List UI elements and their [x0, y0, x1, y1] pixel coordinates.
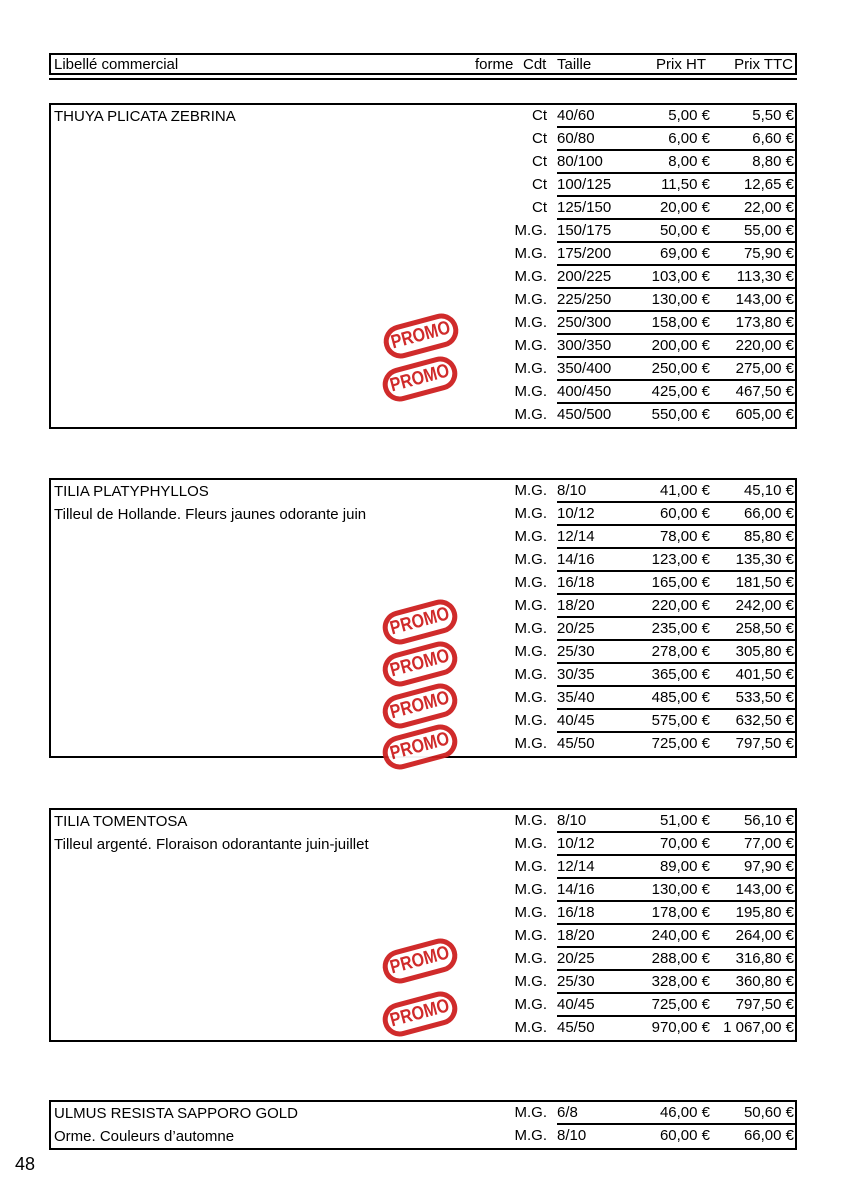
prix-ttc-cell: 75,90 €	[743, 245, 794, 262]
taille-cell: 10/12	[557, 505, 595, 522]
promo-stamp-label: PROMO	[388, 645, 452, 682]
prix-ttc-cell: 66,00 €	[743, 505, 794, 522]
taille-cell: 12/14	[557, 858, 595, 875]
cdt-cell: M.G.	[514, 505, 547, 522]
cdt-cell: M.G.	[514, 620, 547, 637]
taille-cell: 35/40	[557, 689, 595, 706]
prix-ht-cell: 11,50 €	[661, 176, 710, 193]
prix-ht-cell: 165,00 €	[651, 574, 710, 591]
taille-cell: 40/45	[557, 712, 595, 729]
cdt-cell: M.G.	[514, 689, 547, 706]
size-price-group	[557, 971, 795, 994]
prix-ht-cell: 70,00 €	[659, 835, 710, 852]
prix-ht-cell: 328,00 €	[651, 973, 710, 990]
cdt-cell: Ct	[532, 176, 547, 193]
size-price-group	[557, 618, 795, 641]
cdt-cell: M.G.	[514, 1019, 547, 1036]
prix-ttc-cell: 97,90 €	[743, 858, 794, 875]
price-row	[51, 480, 795, 503]
prix-ht-cell: 41,00 €	[659, 482, 710, 499]
size-price-group	[557, 664, 795, 687]
product-block	[49, 1100, 797, 1150]
header-prix-ttc: Prix TTC	[734, 56, 793, 73]
price-row	[51, 810, 795, 833]
prix-ht-cell: 250,00 €	[651, 360, 710, 377]
prix-ht-cell: 550,00 €	[651, 406, 710, 423]
taille-cell: 45/50	[557, 1019, 595, 1036]
taille-cell: 225/250	[557, 291, 612, 308]
cdt-cell: M.G.	[514, 222, 547, 239]
prix-ttc-cell: 56,10 €	[743, 812, 794, 829]
prix-ttc-cell: 66,00 €	[743, 1127, 794, 1144]
cdt-cell: M.G.	[514, 1104, 547, 1121]
prix-ttc-cell: 258,50 €	[735, 620, 794, 637]
prix-ht-cell: 425,00 €	[651, 383, 710, 400]
cdt-cell: Ct	[532, 130, 547, 147]
size-price-group	[557, 572, 795, 595]
prix-ttc-cell: 797,50 €	[735, 735, 794, 752]
prix-ttc-cell: 305,80 €	[735, 643, 794, 660]
prix-ht-cell: 103,00 €	[651, 268, 710, 285]
taille-cell: 16/18	[557, 904, 595, 921]
size-price-group	[557, 948, 795, 971]
taille-cell: 20/25	[557, 950, 595, 967]
promo-stamp-label: PROMO	[388, 728, 452, 765]
price-row	[51, 902, 795, 925]
prix-ht-cell: 89,00 €	[659, 858, 710, 875]
size-price-group	[557, 128, 795, 151]
taille-cell: 40/45	[557, 996, 595, 1013]
prix-ht-cell: 60,00 €	[659, 1127, 710, 1144]
promo-stamp-label: PROMO	[389, 317, 453, 354]
size-price-group	[557, 994, 795, 1017]
prix-ht-cell: 130,00 €	[651, 881, 710, 898]
product-name: TILIA TOMENTOSA	[54, 813, 188, 830]
taille-cell: 450/500	[557, 406, 612, 423]
prix-ttc-cell: 135,30 €	[735, 551, 794, 568]
promo-stamp-label: PROMO	[388, 687, 452, 724]
taille-cell: 10/12	[557, 835, 595, 852]
taille-cell: 25/30	[557, 973, 595, 990]
cdt-cell: Ct	[532, 199, 547, 216]
cdt-cell: M.G.	[514, 406, 547, 423]
prix-ht-cell: 288,00 €	[651, 950, 710, 967]
cdt-cell: M.G.	[514, 881, 547, 898]
taille-cell: 125/150	[557, 199, 612, 216]
prix-ttc-cell: 275,00 €	[735, 360, 794, 377]
size-price-group	[557, 641, 795, 664]
prix-ttc-cell: 12,65 €	[743, 176, 794, 193]
taille-cell: 30/35	[557, 666, 595, 683]
product-name: TILIA PLATYPHYLLOS	[54, 483, 209, 500]
cdt-cell: M.G.	[514, 482, 547, 499]
product-description: Orme. Couleurs d’automne	[54, 1128, 235, 1145]
cdt-cell: M.G.	[514, 245, 547, 262]
prix-ttc-cell: 143,00 €	[735, 881, 794, 898]
size-price-group	[557, 710, 795, 733]
size-price-group	[557, 105, 795, 128]
taille-cell: 40/60	[557, 107, 595, 124]
prix-ttc-cell: 113,30 €	[736, 268, 794, 285]
size-price-group	[557, 358, 795, 381]
cdt-cell: M.G.	[514, 314, 547, 331]
prix-ttc-cell: 8,80 €	[752, 153, 794, 170]
taille-cell: 250/300	[557, 314, 612, 331]
prix-ttc-cell: 45,10 €	[743, 482, 794, 499]
promo-stamp-label: PROMO	[388, 360, 452, 397]
prix-ht-cell: 69,00 €	[659, 245, 710, 262]
size-price-group	[557, 526, 795, 549]
cdt-cell: M.G.	[514, 643, 547, 660]
page-number: 48	[15, 1154, 36, 1174]
cdt-cell: M.G.	[514, 735, 547, 752]
price-row	[51, 503, 795, 526]
prix-ht-cell: 365,00 €	[651, 666, 710, 683]
prix-ttc-cell: 264,00 €	[735, 927, 794, 944]
size-price-group	[557, 312, 795, 335]
cdt-cell: M.G.	[514, 528, 547, 545]
cdt-cell: M.G.	[514, 337, 547, 354]
prix-ht-cell: 5,00 €	[668, 107, 710, 124]
size-price-group	[557, 879, 795, 902]
promo-stamp-label: PROMO	[388, 942, 452, 979]
price-row	[51, 289, 795, 312]
prix-ht-cell: 575,00 €	[651, 712, 710, 729]
table-header	[49, 53, 797, 75]
price-row	[51, 128, 795, 151]
cdt-cell: M.G.	[514, 927, 547, 944]
size-price-group	[557, 480, 795, 503]
size-price-group	[557, 1102, 795, 1125]
cdt-cell: M.G.	[514, 973, 547, 990]
prix-ht-cell: 200,00 €	[651, 337, 710, 354]
size-price-group	[557, 381, 795, 404]
product-name: THUYA PLICATA ZEBRINA	[54, 108, 236, 125]
size-price-group	[557, 595, 795, 618]
size-price-group	[557, 902, 795, 925]
cdt-cell: M.G.	[514, 996, 547, 1013]
price-row	[51, 879, 795, 902]
prix-ht-cell: 78,00 €	[659, 528, 710, 545]
size-price-group	[557, 503, 795, 526]
cdt-cell: M.G.	[514, 904, 547, 921]
cdt-cell: M.G.	[514, 858, 547, 875]
size-price-group	[557, 220, 795, 243]
size-price-group	[557, 810, 795, 833]
prix-ht-cell: 725,00 €	[651, 735, 710, 752]
prix-ttc-cell: 6,60 €	[752, 130, 794, 147]
prix-ttc-cell: 85,80 €	[743, 528, 794, 545]
price-row	[51, 1102, 795, 1125]
prix-ht-cell: 235,00 €	[651, 620, 710, 637]
prix-ht-cell: 278,00 €	[651, 643, 710, 660]
prix-ht-cell: 970,00 €	[651, 1019, 710, 1036]
price-row	[51, 197, 795, 220]
price-row	[51, 151, 795, 174]
prix-ht-cell: 240,00 €	[651, 927, 710, 944]
prix-ttc-cell: 143,00 €	[735, 291, 794, 308]
prix-ttc-cell: 360,80 €	[735, 973, 794, 990]
cdt-cell: M.G.	[514, 712, 547, 729]
size-price-group	[557, 266, 795, 289]
prix-ttc-cell: 797,50 €	[735, 996, 794, 1013]
size-price-group	[557, 243, 795, 266]
cdt-cell: M.G.	[514, 268, 547, 285]
price-row	[51, 833, 795, 856]
price-rows	[51, 1102, 795, 1148]
cdt-cell: M.G.	[514, 551, 547, 568]
price-row	[51, 220, 795, 243]
prix-ht-cell: 130,00 €	[651, 291, 710, 308]
price-row	[51, 266, 795, 289]
taille-cell: 45/50	[557, 735, 595, 752]
size-price-group	[557, 404, 795, 427]
price-row	[51, 105, 795, 128]
taille-cell: 12/14	[557, 528, 595, 545]
promo-stamp-label: PROMO	[388, 603, 452, 640]
taille-cell: 80/100	[557, 153, 603, 170]
cdt-cell: M.G.	[514, 383, 547, 400]
taille-cell: 14/16	[557, 881, 595, 898]
cdt-cell: M.G.	[514, 812, 547, 829]
cdt-cell: M.G.	[514, 835, 547, 852]
size-price-group	[557, 925, 795, 948]
size-price-group	[557, 833, 795, 856]
cdt-cell: Ct	[532, 107, 547, 124]
prix-ht-cell: 220,00 €	[651, 597, 710, 614]
cdt-cell: M.G.	[514, 291, 547, 308]
price-row	[51, 404, 795, 427]
taille-cell: 18/20	[557, 597, 595, 614]
prix-ttc-cell: 50,60 €	[743, 1104, 794, 1121]
prix-ttc-cell: 5,50 €	[752, 107, 794, 124]
size-price-group	[557, 289, 795, 312]
cdt-cell: M.G.	[514, 1127, 547, 1144]
promo-stamp-label: PROMO	[388, 995, 452, 1032]
product-name: ULMUS RESISTA SAPPORO GOLD	[54, 1105, 298, 1122]
price-row	[51, 856, 795, 879]
cdt-cell: M.G.	[514, 360, 547, 377]
prix-ttc-cell: 401,50 €	[735, 666, 794, 683]
taille-cell: 175/200	[557, 245, 612, 262]
taille-cell: 200/225	[557, 268, 612, 285]
taille-cell: 150/175	[557, 222, 612, 239]
price-row	[51, 174, 795, 197]
prix-ttc-cell: 195,80 €	[735, 904, 794, 921]
taille-cell: 350/400	[557, 360, 612, 377]
prix-ht-cell: 725,00 €	[651, 996, 710, 1013]
taille-cell: 8/10	[557, 482, 587, 499]
taille-cell: 60/80	[557, 130, 595, 147]
taille-cell: 100/125	[557, 176, 612, 193]
prix-ttc-cell: 77,00 €	[743, 835, 794, 852]
size-price-group	[557, 335, 795, 358]
taille-cell: 8/10	[557, 1127, 587, 1144]
size-price-group	[557, 174, 795, 197]
price-row	[51, 526, 795, 549]
prix-ht-cell: 20,00 €	[659, 199, 710, 216]
taille-cell: 25/30	[557, 643, 595, 660]
size-price-group	[557, 1017, 795, 1040]
cdt-cell: M.G.	[514, 574, 547, 591]
cdt-cell: M.G.	[514, 597, 547, 614]
header-libelle-commercial: Libellé commercial	[54, 56, 179, 73]
size-price-group	[557, 151, 795, 174]
prix-ttc-cell: 55,00 €	[743, 222, 794, 239]
prix-ht-cell: 178,00 €	[651, 904, 710, 921]
header-taille: Taille	[557, 56, 592, 73]
prix-ttc-cell: 173,80 €	[735, 314, 794, 331]
size-price-group	[557, 1125, 795, 1148]
price-row	[51, 549, 795, 572]
taille-cell: 300/350	[557, 337, 612, 354]
prix-ttc-cell: 533,50 €	[735, 689, 794, 706]
taille-cell: 18/20	[557, 927, 595, 944]
taille-cell: 8/10	[557, 812, 587, 829]
prix-ttc-cell: 242,00 €	[735, 597, 794, 614]
prix-ttc-cell: 220,00 €	[735, 337, 794, 354]
taille-cell: 400/450	[557, 383, 612, 400]
product-description: Tilleul argenté. Floraison odorantante juin-juillet	[54, 836, 369, 853]
header-forme: forme	[475, 56, 514, 73]
cdt-cell: Ct	[532, 153, 547, 170]
prix-ht-cell: 50,00 €	[659, 222, 710, 239]
price-row	[51, 572, 795, 595]
prix-ttc-cell: 605,00 €	[735, 406, 794, 423]
prix-ht-cell: 51,00 €	[659, 812, 710, 829]
cdt-cell: M.G.	[514, 666, 547, 683]
price-row	[51, 243, 795, 266]
prix-ht-cell: 6,00 €	[668, 130, 710, 147]
size-price-group	[557, 733, 795, 756]
header-prix-ht: Prix HT	[656, 56, 706, 73]
prix-ttc-cell: 181,50 €	[735, 574, 794, 591]
size-price-group	[557, 856, 795, 879]
taille-cell: 6/8	[557, 1104, 578, 1121]
taille-cell: 14/16	[557, 551, 595, 568]
prix-ttc-cell: 467,50 €	[735, 383, 794, 400]
product-description: Tilleul de Hollande. Fleurs jaunes odorante juin	[54, 506, 367, 523]
prix-ht-cell: 8,00 €	[668, 153, 710, 170]
size-price-group	[557, 687, 795, 710]
prix-ttc-cell: 22,00 €	[743, 199, 794, 216]
cdt-cell: M.G.	[514, 950, 547, 967]
prix-ht-cell: 485,00 €	[651, 689, 710, 706]
taille-cell: 20/25	[557, 620, 595, 637]
size-price-group	[557, 549, 795, 572]
price-row	[51, 1125, 795, 1148]
prix-ttc-cell: 316,80 €	[735, 950, 794, 967]
prix-ttc-cell: 1 067,00 €	[723, 1019, 794, 1036]
prix-ttc-cell: 632,50 €	[735, 712, 794, 729]
prix-ht-cell: 60,00 €	[659, 505, 710, 522]
header-cdt: Cdt	[523, 56, 547, 73]
header-divider	[49, 78, 797, 80]
taille-cell: 16/18	[557, 574, 595, 591]
size-price-group	[557, 197, 795, 220]
prix-ht-cell: 158,00 €	[651, 314, 710, 331]
prix-ht-cell: 46,00 €	[659, 1104, 710, 1121]
prix-ht-cell: 123,00 €	[651, 551, 710, 568]
